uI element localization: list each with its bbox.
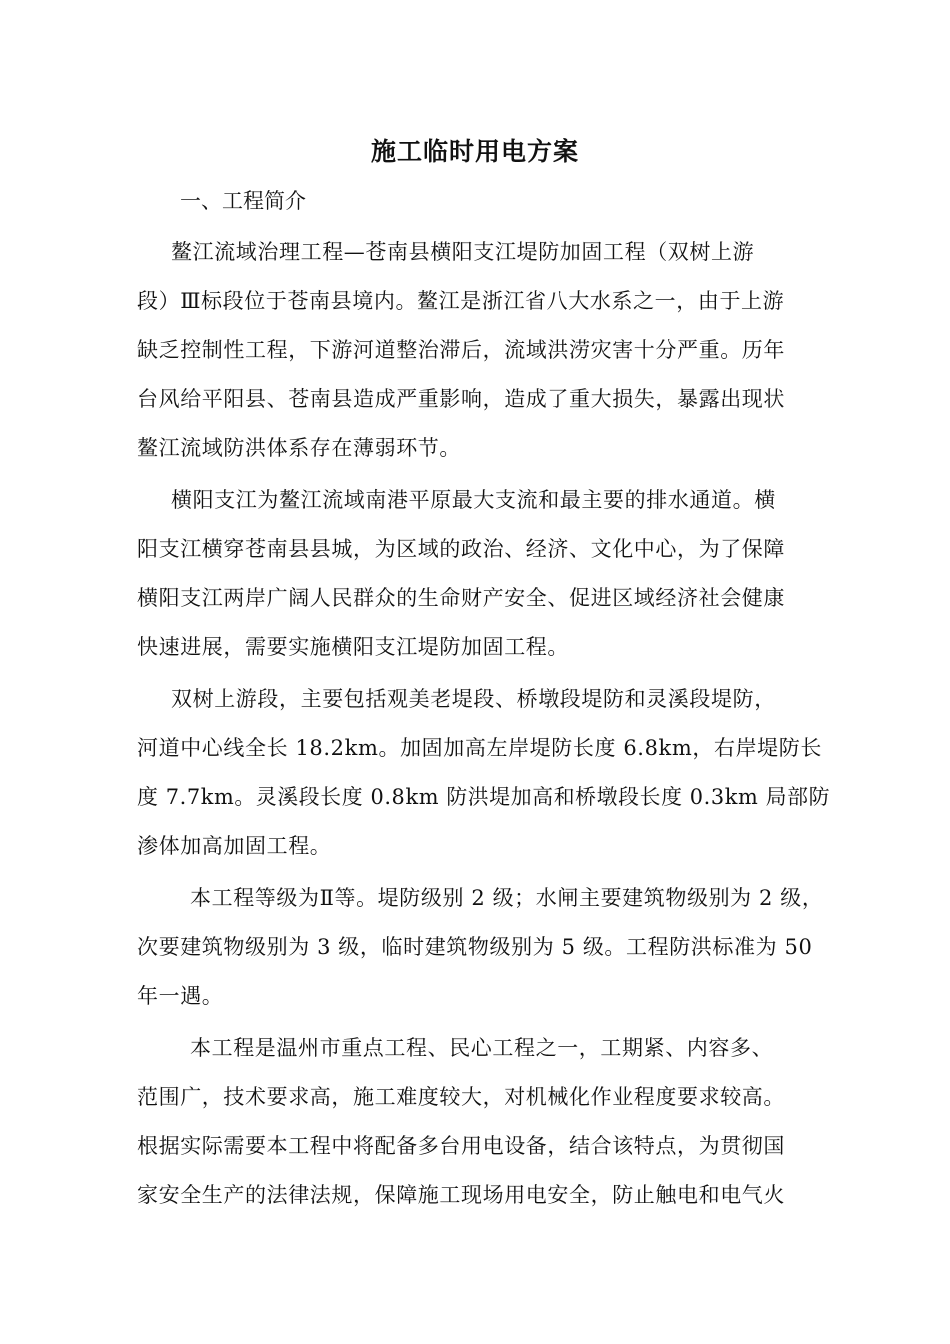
paragraph-line: 次要建筑物级别为 3 级，临时建筑物级别为 5 级。工程防洪标准为 50 (137, 935, 813, 959)
document-title: 施工临时用电方案 (370, 137, 579, 166)
paragraph-line: 家安全生产的法律法规，保障施工现场用电安全，防止触电和电气火 (137, 1183, 785, 1207)
section-heading: 一、工程简介 (180, 189, 306, 213)
paragraph-line: 缺乏控制性工程，下游河道整治滞后，流域洪涝灾害十分严重。历年 (137, 338, 785, 362)
paragraph-line: 年一遇。 (137, 984, 224, 1008)
paragraph-line: 台风给平阳县、苍南县造成严重影响，造成了重大损失，暴露出现状 (137, 387, 785, 411)
paragraph-line: 鳌江流域治理工程—苍南县横阳支江堤防加固工程（双树上游 (171, 240, 755, 264)
paragraph-line: 鳌江流域防洪体系存在薄弱环节。 (137, 436, 461, 460)
paragraph-line: 快速进展，需要实施横阳支江堤防加固工程。 (137, 635, 569, 659)
paragraph-line: 阳支江横穿苍南县县城，为区域的政治、经济、文化中心，为了保障 (137, 537, 785, 561)
paragraph-line: 范围广，技术要求高，施工难度较大，对机械化作业程度要求较高。 (137, 1085, 785, 1109)
paragraph-line: 横阳支江两岸广阔人民群众的生命财产安全、促进区域经济社会健康 (137, 586, 785, 610)
paragraph-line: 度 7.7km。灵溪段长度 0.8km 防洪堤加高和桥墩段长度 0.3km 局部防 (137, 785, 831, 809)
paragraph-line: 段）Ⅲ标段位于苍南县境内。鳌江是浙江省八大水系之一，由于上游 (137, 289, 785, 313)
paragraph-line: 渗体加高加固工程。 (137, 834, 332, 858)
paragraph-line: 河道中心线全长 18.2km。加固加高左岸堤防长度 6.8km，右岸堤防长 (137, 736, 822, 760)
paragraph-line: 本工程等级为Ⅱ等。堤防级别 2 级；水闸主要建筑物级别为 2 级， (190, 886, 824, 910)
paragraph-line: 双树上游段，主要包括观美老堤段、桥墩段堤防和灵溪段堤防， (171, 687, 776, 711)
paragraph-line: 横阳支江为鳌江流域南港平原最大支流和最主要的排水通道。横 (171, 488, 776, 512)
paragraph-line: 根据实际需要本工程中将配备多台用电设备，结合该特点，为贯彻国 (137, 1134, 785, 1158)
paragraph-line: 本工程是温州市重点工程、民心工程之一，工期紧、内容多、 (190, 1036, 774, 1060)
